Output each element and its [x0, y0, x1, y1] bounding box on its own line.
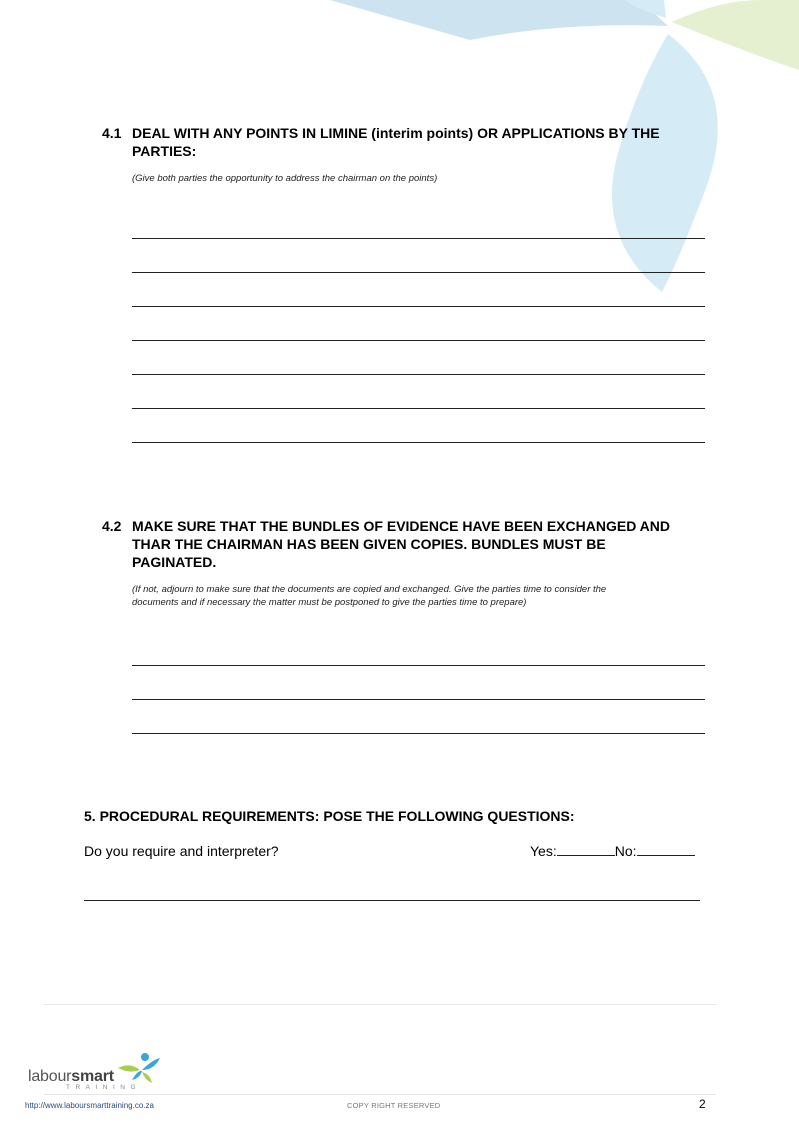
section-4-1-heading [132, 124, 732, 160]
logo-wordmark: laboursmart [28, 1068, 114, 1085]
answer-line [84, 900, 700, 901]
answer-line [132, 699, 705, 700]
section-4-2-heading [132, 517, 732, 571]
section-4-1-note: (Give both parties the opportunity to address the chairman on the points) [132, 173, 438, 184]
section-4-2-heading-line2: THAR THE CHAIRMAN HAS BEEN GIVEN COPIES. BUNDLES MUST BE [132, 536, 606, 552]
interpreter-question: Do you require and interpreter? [84, 843, 279, 859]
answer-line [132, 272, 705, 273]
deco-blue-shape [330, 0, 668, 40]
answer-line [132, 665, 705, 666]
logo-figure-icon [116, 1052, 162, 1086]
yes-label: Yes: [530, 843, 557, 859]
yes-no-answer [530, 842, 695, 860]
answer-line [132, 340, 705, 341]
no-label: No: [614, 843, 637, 859]
page-number: 2 [699, 1097, 706, 1111]
answer-line [132, 733, 705, 734]
footer-bottom-divider [44, 1094, 716, 1095]
answer-line [132, 306, 705, 307]
section-4-2-note-line1: (If not, adjourn to make sure that the documents are copied and exchanged. Give the parties time to consider the [132, 584, 607, 595]
yes-blank[interactable] [557, 842, 615, 856]
section-4-2-note-line2: documents and if necessary the matter must be postponed to give the parties time to prepare) [132, 597, 527, 608]
section-5-heading: 5. PROCEDURAL REQUIREMENTS: POSE THE FOLLOWING QUESTIONS: [84, 808, 575, 824]
website-link[interactable]: http://www.laboursmarttraining.co.za [25, 1101, 154, 1110]
section-4-1-number: 4.1 [102, 125, 122, 141]
section-4-1-heading-line2: PARTIES: [132, 143, 197, 159]
copyright-text: COPY RIGHT RESERVED [347, 1101, 441, 1110]
section-4-2-heading-line3: PAGINATED. [132, 554, 217, 570]
answer-line [132, 238, 705, 239]
section-4-2-number: 4.2 [102, 518, 122, 534]
answer-line [132, 374, 705, 375]
footer-divider [44, 1004, 716, 1005]
answer-line [132, 408, 705, 409]
section-4-2-note [132, 583, 606, 609]
logo-subtext: TRAINING [66, 1084, 142, 1091]
section-4-2-heading-line1: MAKE SURE THAT THE BUNDLES OF EVIDENCE HAVE BEEN EXCHANGED AND [132, 518, 671, 534]
deco-cyan-leaf [612, 34, 718, 292]
no-blank[interactable] [637, 842, 695, 856]
answer-line [132, 442, 705, 443]
section-4-1-heading-line1: DEAL WITH ANY POINTS IN LIMINE (interim points) OR APPLICATIONS BY THE [132, 125, 660, 141]
laboursmart-logo [28, 1052, 162, 1091]
